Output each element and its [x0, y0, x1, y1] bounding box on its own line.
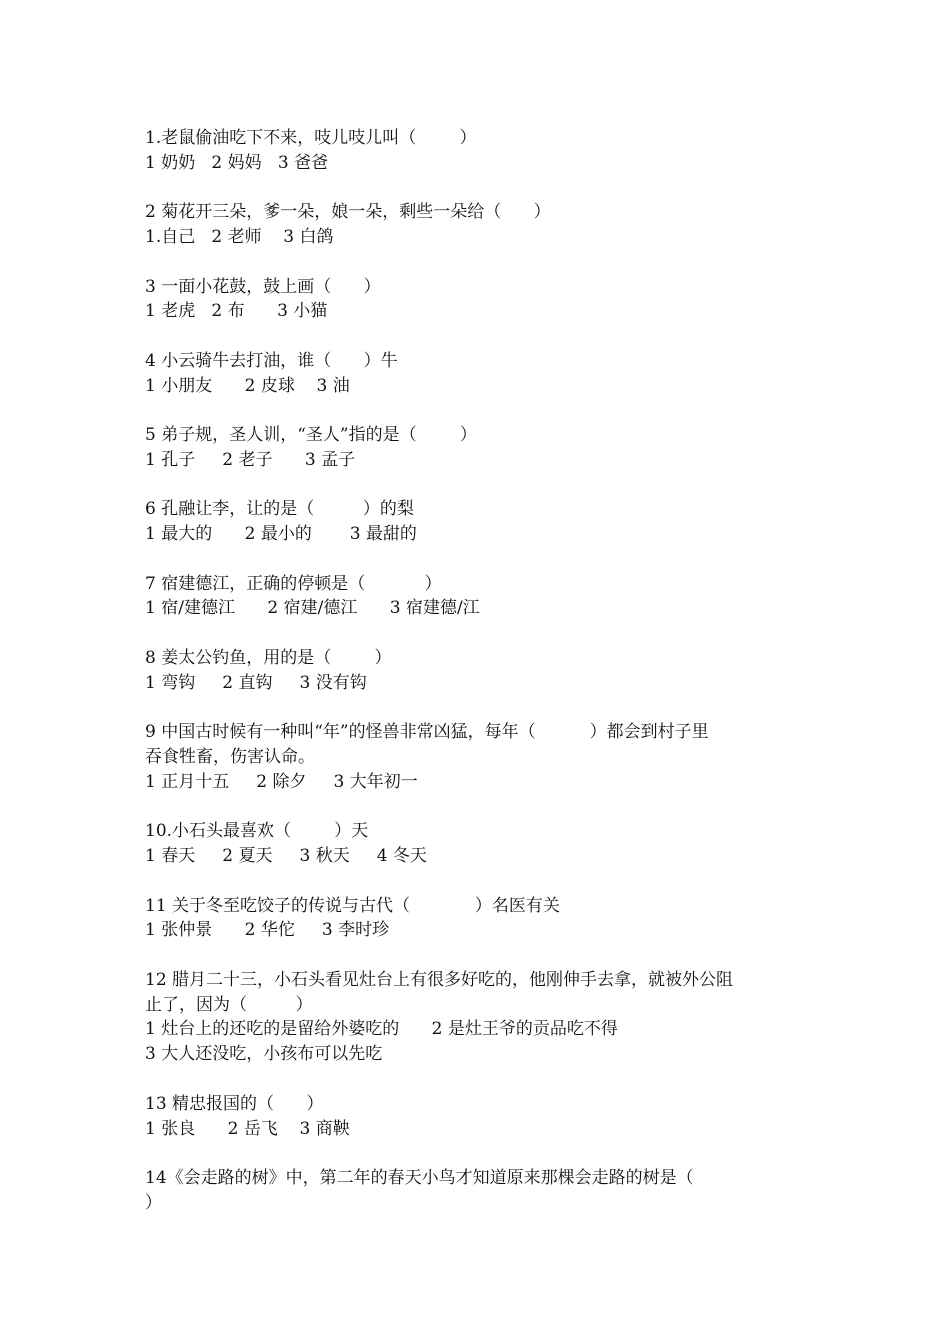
question-block — [145, 275, 815, 325]
question-block — [145, 423, 815, 473]
document-page — [145, 126, 815, 1240]
question-block — [145, 572, 815, 622]
question-block — [145, 126, 815, 176]
question-text: 9 中国古时候有一种叫“年”的怪兽非常凶猛，每年（ ）都会到村子里 — [145, 722, 709, 743]
question-text: 8 姜太公钓鱼，用的是（ ） — [145, 647, 392, 668]
question-block — [145, 497, 815, 547]
question-line: 止了，因为（ ） — [145, 994, 313, 1015]
question-line: 1 张良 2 岳飞 3 商鞅 — [145, 1118, 350, 1139]
question-block — [145, 200, 815, 250]
question-text: 3 一面小花鼓，鼓上画（ ） — [145, 276, 381, 297]
question-text: 7 宿建德江，正确的停顿是（ ） — [145, 573, 442, 594]
question-line: 1 孔子 2 老子 3 孟子 — [145, 449, 356, 470]
question-line: 1 奶奶 2 妈妈 3 爸爸 — [145, 152, 329, 173]
question-block — [145, 1166, 815, 1216]
question-line: 1.自己 2 老师 3 白鸽 — [145, 227, 334, 248]
question-line: 1 小朋友 2 皮球 3 油 — [145, 375, 350, 396]
question-line: 1 灶台上的还吃的是留给外婆吃的 2 是灶王爷的贡品吃不得 — [145, 1019, 618, 1040]
question-text: 6 孔融让李，让的是（ ）的梨 — [145, 499, 414, 520]
question-line: 1 正月十五 2 除夕 3 大年初一 — [145, 771, 418, 792]
question-block — [145, 894, 815, 944]
question-text: 12 腊月二十三，小石头看见灶台上有很多好吃的，他刚伸手去拿，就被外公阻 — [145, 969, 734, 990]
question-block — [145, 646, 815, 696]
question-text: 4 小云骑牛去打油，谁（ ）牛 — [145, 350, 398, 371]
question-text: 11 关于冬至吃饺子的传说与古代（ ）名医有关 — [145, 895, 560, 916]
question-line: 吞食牲畜，伤害认命。 — [145, 747, 315, 768]
question-line: 3 大人还没吃，小孩布可以先吃 — [145, 1044, 383, 1065]
question-text: 10.小石头最喜欢（ ）天 — [145, 821, 369, 842]
question-line: ） — [145, 1192, 162, 1213]
question-text: 13 精忠报国的（ ） — [145, 1093, 324, 1114]
question-block — [145, 349, 815, 399]
question-text: 2 菊花开三朵，爹一朵，娘一朵，剩些一朵给（ ） — [145, 202, 551, 223]
question-line: 1 张仲景 2 华佗 3 李时珍 — [145, 920, 390, 941]
question-line: 1 弯钩 2 直钩 3 没有钩 — [145, 672, 367, 693]
question-text: 1.老鼠偷油吃下不来，吱儿吱儿叫（ ） — [145, 128, 477, 148]
question-block — [145, 819, 815, 869]
question-block — [145, 968, 815, 1067]
question-line: 1 最大的 2 最小的 3 最甜的 — [145, 524, 417, 545]
question-block — [145, 720, 815, 794]
question-text: 5 弟子规，圣人训，“圣人”指的是（ ） — [145, 425, 477, 446]
question-block — [145, 1092, 815, 1142]
question-text: 14《会走路的树》中，第二年的春天小鸟才知道原来那棵会走路的树是（ — [145, 1168, 694, 1189]
question-line: 1 宿/建德江 2 宿建/德江 3 宿建德/江 — [145, 598, 480, 619]
question-line: 1 老虎 2 布 3 小猫 — [145, 301, 328, 322]
question-line: 1 春天 2 夏天 3 秋天 4 冬天 — [145, 846, 427, 867]
